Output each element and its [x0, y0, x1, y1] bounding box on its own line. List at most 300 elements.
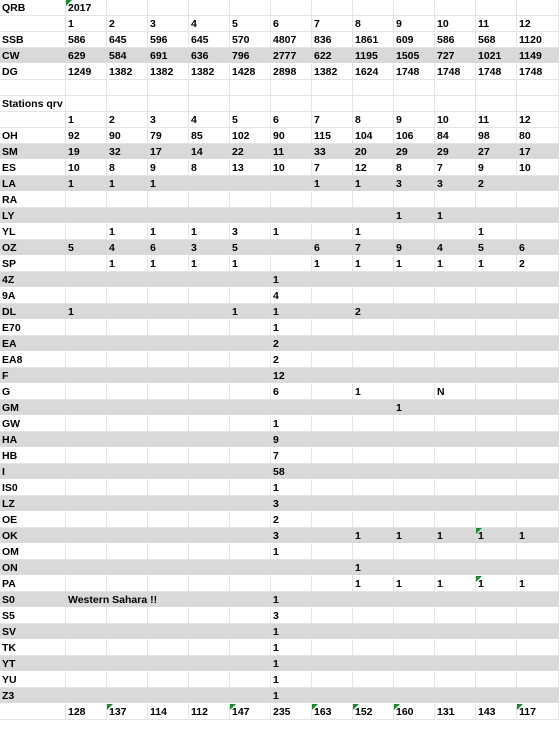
table-cell[interactable] [230, 672, 271, 688]
table-cell[interactable]: 160 [394, 704, 435, 720]
table-cell[interactable] [435, 416, 476, 432]
table-cell[interactable] [107, 608, 148, 624]
table-cell[interactable] [66, 464, 107, 480]
table-cell[interactable] [394, 0, 435, 16]
row-header-cell[interactable]: 4Z [0, 272, 66, 288]
table-cell[interactable]: 8 [394, 160, 435, 176]
table-cell[interactable]: 1 [107, 176, 148, 192]
row-header-cell[interactable]: LA [0, 176, 66, 192]
table-cell[interactable] [517, 176, 559, 192]
table-cell[interactable]: 8 [189, 160, 230, 176]
table-cell[interactable] [517, 688, 559, 704]
table-cell[interactable]: 2777 [271, 48, 312, 64]
table-cell[interactable] [517, 512, 559, 528]
table-cell[interactable] [312, 592, 353, 608]
table-cell[interactable]: 90 [107, 128, 148, 144]
table-cell[interactable] [312, 528, 353, 544]
table-cell[interactable] [230, 656, 271, 672]
table-cell[interactable] [435, 640, 476, 656]
row-header-cell[interactable]: GW [0, 416, 66, 432]
table-cell[interactable] [435, 608, 476, 624]
table-cell[interactable] [66, 560, 107, 576]
table-cell[interactable] [476, 336, 517, 352]
table-cell[interactable]: 10 [435, 16, 476, 32]
table-cell[interactable]: 836 [312, 32, 353, 48]
table-cell[interactable] [230, 80, 271, 96]
table-cell[interactable] [353, 640, 394, 656]
table-cell[interactable]: 1 [271, 224, 312, 240]
row-header-cell[interactable]: OK [0, 528, 66, 544]
table-cell[interactable]: 1021 [476, 48, 517, 64]
table-cell[interactable]: 90 [271, 128, 312, 144]
table-cell[interactable]: 4 [189, 16, 230, 32]
table-cell[interactable] [435, 320, 476, 336]
table-cell[interactable] [517, 320, 559, 336]
table-cell[interactable]: 1 [271, 480, 312, 496]
table-cell[interactable]: 6 [517, 240, 559, 256]
table-cell[interactable] [476, 304, 517, 320]
table-cell[interactable]: 12 [353, 160, 394, 176]
table-cell[interactable] [230, 96, 271, 112]
table-cell[interactable] [517, 560, 559, 576]
table-cell[interactable]: 84 [435, 128, 476, 144]
table-cell[interactable]: 1 [107, 224, 148, 240]
table-cell[interactable] [66, 448, 107, 464]
table-cell[interactable] [476, 672, 517, 688]
table-cell[interactable] [435, 512, 476, 528]
table-cell[interactable] [148, 80, 189, 96]
table-cell[interactable] [476, 464, 517, 480]
table-cell[interactable]: 2898 [271, 64, 312, 80]
table-cell[interactable] [435, 272, 476, 288]
table-cell[interactable] [435, 192, 476, 208]
table-cell[interactable]: 5 [230, 16, 271, 32]
table-cell[interactable] [517, 336, 559, 352]
table-cell[interactable]: 7 [353, 240, 394, 256]
table-cell[interactable] [312, 208, 353, 224]
table-cell[interactable] [189, 0, 230, 16]
table-cell[interactable] [394, 512, 435, 528]
table-cell[interactable] [312, 608, 353, 624]
table-cell[interactable] [435, 560, 476, 576]
table-cell[interactable] [312, 0, 353, 16]
table-cell[interactable]: 5 [230, 112, 271, 128]
table-cell[interactable] [66, 480, 107, 496]
table-cell[interactable] [517, 80, 559, 96]
table-cell[interactable] [394, 496, 435, 512]
table-cell[interactable]: 1 [271, 304, 312, 320]
table-cell[interactable] [230, 448, 271, 464]
row-header-cell[interactable]: OM [0, 544, 66, 560]
table-cell[interactable] [271, 176, 312, 192]
table-cell[interactable]: 6 [271, 16, 312, 32]
table-cell[interactable] [230, 528, 271, 544]
table-cell[interactable] [230, 176, 271, 192]
table-cell[interactable] [517, 96, 559, 112]
table-cell[interactable] [476, 544, 517, 560]
table-cell[interactable]: 102 [230, 128, 271, 144]
table-cell[interactable] [66, 528, 107, 544]
table-cell[interactable] [107, 80, 148, 96]
row-header-cell[interactable]: YL [0, 224, 66, 240]
table-cell[interactable] [476, 624, 517, 640]
row-header-cell[interactable]: ON [0, 560, 66, 576]
table-cell[interactable]: 629 [66, 48, 107, 64]
table-cell[interactable] [189, 352, 230, 368]
row-header-cell[interactable] [0, 112, 66, 128]
table-cell[interactable] [435, 224, 476, 240]
table-cell[interactable] [353, 512, 394, 528]
table-cell[interactable] [189, 560, 230, 576]
table-cell[interactable]: 1 [435, 576, 476, 592]
table-cell[interactable] [517, 416, 559, 432]
table-cell[interactable] [148, 448, 189, 464]
table-cell[interactable] [107, 544, 148, 560]
table-cell[interactable]: 22 [230, 144, 271, 160]
table-cell[interactable] [394, 192, 435, 208]
table-cell[interactable]: 1 [271, 656, 312, 672]
table-cell[interactable] [107, 208, 148, 224]
table-cell[interactable] [394, 592, 435, 608]
table-cell[interactable]: 4807 [271, 32, 312, 48]
table-cell[interactable]: 1 [517, 528, 559, 544]
table-cell[interactable] [189, 208, 230, 224]
table-cell[interactable] [66, 320, 107, 336]
table-cell[interactable]: 147 [230, 704, 271, 720]
table-cell[interactable]: 2 [107, 16, 148, 32]
table-cell[interactable] [312, 480, 353, 496]
table-cell[interactable] [148, 96, 189, 112]
row-header-cell[interactable]: OH [0, 128, 66, 144]
table-cell[interactable] [435, 352, 476, 368]
table-cell[interactable] [353, 592, 394, 608]
row-header-cell[interactable]: EA8 [0, 352, 66, 368]
table-cell[interactable] [353, 368, 394, 384]
table-cell[interactable]: 1 [271, 640, 312, 656]
table-cell[interactable]: 1 [271, 592, 312, 608]
table-cell[interactable]: 92 [66, 128, 107, 144]
table-cell[interactable] [271, 560, 312, 576]
table-cell[interactable] [353, 432, 394, 448]
table-cell[interactable] [66, 576, 107, 592]
table-cell[interactable] [394, 288, 435, 304]
table-cell[interactable] [353, 208, 394, 224]
table-cell[interactable]: 2 [271, 352, 312, 368]
table-cell[interactable]: 1 [66, 176, 107, 192]
table-cell[interactable] [189, 448, 230, 464]
table-cell[interactable] [353, 656, 394, 672]
table-cell[interactable]: 1861 [353, 32, 394, 48]
table-cell[interactable] [148, 208, 189, 224]
table-cell[interactable] [476, 0, 517, 16]
table-cell[interactable] [148, 480, 189, 496]
table-cell[interactable]: 3 [271, 496, 312, 512]
table-cell[interactable] [66, 256, 107, 272]
table-cell[interactable] [517, 608, 559, 624]
table-cell[interactable]: 3 [189, 240, 230, 256]
table-cell[interactable]: 6 [148, 240, 189, 256]
table-cell[interactable] [312, 224, 353, 240]
table-cell[interactable] [230, 352, 271, 368]
table-cell[interactable] [107, 320, 148, 336]
table-cell[interactable]: 11 [271, 144, 312, 160]
table-cell[interactable] [435, 656, 476, 672]
row-header-cell[interactable]: TK [0, 640, 66, 656]
table-cell[interactable] [230, 192, 271, 208]
table-cell[interactable] [107, 368, 148, 384]
table-cell[interactable] [230, 640, 271, 656]
table-cell[interactable]: 112 [189, 704, 230, 720]
table-cell[interactable]: 1 [394, 400, 435, 416]
table-cell[interactable] [189, 368, 230, 384]
table-cell[interactable] [476, 352, 517, 368]
table-cell[interactable] [148, 688, 189, 704]
table-cell[interactable] [312, 384, 353, 400]
table-cell[interactable]: 12 [271, 368, 312, 384]
table-cell[interactable]: 1 [353, 384, 394, 400]
table-cell[interactable] [394, 656, 435, 672]
table-cell[interactable]: 1 [271, 672, 312, 688]
table-cell[interactable]: N [435, 384, 476, 400]
table-cell[interactable]: 1 [271, 688, 312, 704]
table-cell[interactable]: 1 [271, 272, 312, 288]
table-cell[interactable] [435, 0, 476, 16]
table-cell[interactable] [230, 320, 271, 336]
table-cell[interactable] [435, 336, 476, 352]
table-cell[interactable] [435, 288, 476, 304]
table-cell[interactable]: 128 [66, 704, 107, 720]
table-cell[interactable]: 1 [353, 560, 394, 576]
table-cell[interactable] [107, 0, 148, 16]
table-cell[interactable] [230, 560, 271, 576]
row-header-cell[interactable]: 9A [0, 288, 66, 304]
table-cell[interactable] [66, 400, 107, 416]
table-cell[interactable]: 12 [517, 16, 559, 32]
table-cell[interactable] [476, 320, 517, 336]
table-cell[interactable] [517, 0, 559, 16]
table-cell[interactable] [394, 624, 435, 640]
table-cell[interactable]: 6 [271, 384, 312, 400]
table-cell[interactable] [312, 624, 353, 640]
table-cell[interactable]: 609 [394, 32, 435, 48]
table-cell[interactable] [189, 304, 230, 320]
table-cell[interactable] [66, 672, 107, 688]
table-cell[interactable]: 32 [107, 144, 148, 160]
table-cell[interactable] [476, 592, 517, 608]
row-header-cell[interactable]: Z3 [0, 688, 66, 704]
table-cell[interactable] [394, 272, 435, 288]
table-cell[interactable]: 6 [312, 240, 353, 256]
table-cell[interactable] [312, 640, 353, 656]
table-cell[interactable] [230, 0, 271, 16]
table-cell[interactable] [271, 576, 312, 592]
table-cell[interactable] [435, 432, 476, 448]
table-cell[interactable]: 636 [189, 48, 230, 64]
table-cell[interactable] [435, 688, 476, 704]
table-cell[interactable] [271, 192, 312, 208]
table-cell[interactable] [189, 576, 230, 592]
table-cell[interactable]: 6 [271, 112, 312, 128]
table-cell[interactable] [271, 80, 312, 96]
table-cell[interactable]: 1505 [394, 48, 435, 64]
table-cell[interactable]: 1 [189, 224, 230, 240]
table-cell[interactable] [435, 400, 476, 416]
table-cell[interactable]: 1382 [312, 64, 353, 80]
table-cell[interactable] [394, 480, 435, 496]
table-cell[interactable]: 7 [312, 112, 353, 128]
table-cell[interactable]: 1 [230, 304, 271, 320]
table-cell[interactable] [230, 432, 271, 448]
table-cell[interactable]: 19 [66, 144, 107, 160]
table-cell[interactable] [66, 272, 107, 288]
table-cell[interactable] [66, 640, 107, 656]
table-cell[interactable] [148, 576, 189, 592]
table-cell[interactable] [230, 384, 271, 400]
table-cell[interactable] [353, 416, 394, 432]
row-header-cell[interactable]: HA [0, 432, 66, 448]
table-cell[interactable] [148, 400, 189, 416]
table-cell[interactable] [353, 320, 394, 336]
table-cell[interactable]: 645 [107, 32, 148, 48]
table-cell[interactable] [476, 384, 517, 400]
table-cell[interactable] [394, 464, 435, 480]
table-cell[interactable]: 85 [189, 128, 230, 144]
table-cell[interactable] [517, 672, 559, 688]
table-cell[interactable] [148, 384, 189, 400]
table-cell[interactable] [476, 496, 517, 512]
table-cell[interactable] [107, 192, 148, 208]
row-header-cell[interactable]: LY [0, 208, 66, 224]
table-cell[interactable] [189, 544, 230, 560]
table-cell[interactable] [230, 464, 271, 480]
table-cell[interactable]: 1 [353, 576, 394, 592]
table-cell[interactable]: 131 [435, 704, 476, 720]
table-cell[interactable]: 1382 [148, 64, 189, 80]
table-cell[interactable] [107, 416, 148, 432]
row-header-cell[interactable]: QRB [0, 0, 66, 16]
table-cell[interactable] [230, 208, 271, 224]
table-cell[interactable] [353, 0, 394, 16]
table-cell[interactable]: 4 [189, 112, 230, 128]
table-cell[interactable]: 3 [271, 528, 312, 544]
table-cell[interactable] [435, 592, 476, 608]
table-cell[interactable]: 235 [271, 704, 312, 720]
row-header-cell[interactable] [0, 16, 66, 32]
table-cell[interactable] [312, 576, 353, 592]
table-cell[interactable] [517, 496, 559, 512]
table-cell[interactable] [312, 416, 353, 432]
table-cell[interactable]: 106 [394, 128, 435, 144]
row-header-cell[interactable]: SSB [0, 32, 66, 48]
table-cell[interactable] [517, 656, 559, 672]
table-cell[interactable] [230, 624, 271, 640]
table-cell[interactable]: 1748 [517, 64, 559, 80]
table-cell[interactable]: 1 [394, 256, 435, 272]
table-cell[interactable] [148, 672, 189, 688]
table-cell[interactable] [148, 368, 189, 384]
table-cell[interactable] [517, 464, 559, 480]
table-cell[interactable] [435, 304, 476, 320]
table-cell[interactable] [148, 544, 189, 560]
table-cell[interactable]: 27 [476, 144, 517, 160]
table-cell[interactable] [66, 608, 107, 624]
table-cell[interactable] [66, 688, 107, 704]
table-cell[interactable] [312, 368, 353, 384]
row-header-cell[interactable]: PA [0, 576, 66, 592]
table-cell[interactable] [148, 192, 189, 208]
table-cell[interactable]: 29 [394, 144, 435, 160]
table-cell[interactable] [148, 336, 189, 352]
row-header-cell[interactable]: YT [0, 656, 66, 672]
table-cell[interactable] [189, 336, 230, 352]
table-cell[interactable] [394, 352, 435, 368]
row-header-cell[interactable] [0, 704, 66, 720]
table-cell[interactable]: 1 [312, 176, 353, 192]
table-cell[interactable] [66, 96, 107, 112]
table-cell[interactable]: 10 [271, 160, 312, 176]
table-cell[interactable] [312, 192, 353, 208]
table-cell[interactable] [476, 288, 517, 304]
row-header-cell[interactable]: G [0, 384, 66, 400]
table-cell[interactable] [394, 368, 435, 384]
table-cell[interactable] [107, 384, 148, 400]
table-cell[interactable]: 1 [435, 208, 476, 224]
table-cell[interactable] [353, 624, 394, 640]
row-header-cell[interactable]: SM [0, 144, 66, 160]
table-cell[interactable]: 9 [271, 432, 312, 448]
row-header-cell[interactable]: OE [0, 512, 66, 528]
row-header-cell[interactable]: ES [0, 160, 66, 176]
table-cell[interactable] [189, 192, 230, 208]
table-cell[interactable]: 114 [148, 704, 189, 720]
table-cell[interactable] [394, 640, 435, 656]
table-cell[interactable]: 10 [517, 160, 559, 176]
table-cell[interactable] [107, 672, 148, 688]
table-cell[interactable] [189, 464, 230, 480]
table-cell[interactable]: 7 [312, 160, 353, 176]
table-cell[interactable]: 1382 [107, 64, 148, 80]
row-header-cell[interactable]: DG [0, 64, 66, 80]
table-cell[interactable]: 1 [476, 528, 517, 544]
row-header-cell[interactable]: RA [0, 192, 66, 208]
table-cell[interactable] [312, 560, 353, 576]
table-cell[interactable] [107, 688, 148, 704]
table-cell[interactable] [189, 512, 230, 528]
table-cell[interactable] [435, 368, 476, 384]
table-cell[interactable]: 1 [107, 256, 148, 272]
table-cell[interactable]: 568 [476, 32, 517, 48]
table-cell[interactable] [353, 496, 394, 512]
table-cell[interactable] [189, 288, 230, 304]
table-cell[interactable] [476, 80, 517, 96]
table-cell[interactable]: 163 [312, 704, 353, 720]
table-cell[interactable]: 1 [148, 176, 189, 192]
row-header-cell[interactable]: SP [0, 256, 66, 272]
table-cell[interactable]: 1624 [353, 64, 394, 80]
table-cell[interactable] [230, 496, 271, 512]
table-cell[interactable] [435, 544, 476, 560]
table-cell[interactable]: 104 [353, 128, 394, 144]
table-cell[interactable] [66, 192, 107, 208]
table-cell[interactable] [394, 432, 435, 448]
table-cell[interactable] [312, 400, 353, 416]
table-cell[interactable] [148, 528, 189, 544]
table-cell[interactable] [107, 336, 148, 352]
table-cell[interactable] [312, 352, 353, 368]
table-cell[interactable] [312, 512, 353, 528]
table-cell[interactable] [107, 480, 148, 496]
table-cell[interactable] [353, 80, 394, 96]
